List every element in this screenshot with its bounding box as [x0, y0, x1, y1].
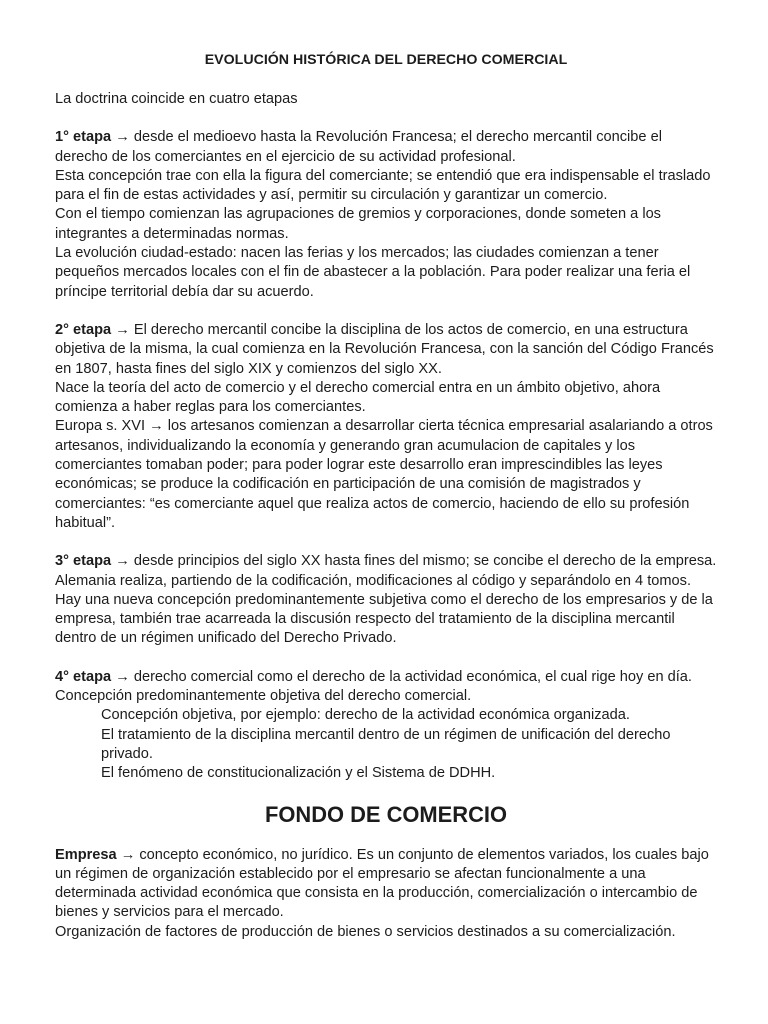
empresa-paragraph	[55, 846, 717, 923]
stage-2-lead-text: → El derecho mercantil concibe la disciplina de los actos de comercio, en una estructura objetiva de la misma, la cual comienza en la Revolución Francesa, con la sanción del Código Francés en 1807, hasta fines del siglo XIX y comienzos del siglo XX.	[55, 321, 714, 377]
stage-2-paragraph: Nace la teoría del acto de comercio y el derecho comercial entra en un ámbito objetivo, ahora comienza a haber reglas para los comerciantes.	[55, 379, 661, 416]
stage-4-lead-text: → derecho comercial como el derecho de la actividad económica, el cual rige hoy en día. Concepción predominantemente objetiva del derecho comercial.	[55, 668, 692, 705]
stage-4	[55, 668, 717, 784]
stage-1-paragraph: Con el tiempo comienzan las agrupaciones de gremios y corporaciones, donde someten a los integrantes a determinadas normas.	[55, 206, 661, 242]
stage-3-label: 3° etapa	[55, 553, 112, 570]
stage-1-label: 1° etapa	[55, 129, 112, 146]
stage-3-lead-text: → desde principios del siglo XX hasta fines del mismo; se concibe el derecho de la empresa. Alemania realiza, partiendo de la codificación, modificaciones al código y separándolo en 4 tomos.	[55, 553, 717, 589]
stage-3-lead	[55, 552, 717, 591]
document-page	[55, 48, 717, 942]
stage-2-label: 2° etapa	[55, 321, 112, 338]
stage-4-label: 4° etapa	[55, 668, 112, 685]
document-title: EVOLUCIÓN HISTÓRICA DEL DERECHO COMERCIAL	[204, 52, 568, 68]
intro-text: La doctrina coincide en cuatro etapas	[55, 91, 298, 107]
stage-1-lead-text: → desde el medioevo hasta la Revolución Francesa; el derecho mercantil concibe el derecho de los comerciantes en el ejercicio de su actividad profesional.	[55, 129, 662, 165]
stage-1-lead	[55, 128, 717, 167]
section-title-fondo-de-comercio: FONDO DE COMERCIO	[264, 801, 507, 827]
stage-2-paragraph: Europa s. XVI → los artesanos comienzan a desarrollar cierta técnica empresarial asalariando a otros artesanos, individualizando la economía y generando gran acumulacion de capitales y los comerciantes tomaban poder; para poder lograr este desarrollo eran imprescindibles las leyes económicas; se produce la codificación en participación de una comisión de magistrados y comerciantes: “es comerciante aquel que realiza actos de comercio, haciendo de ello su profesión habitual”.	[55, 418, 713, 531]
stage-1-paragraph: Esta concepción trae con ella la figura del comerciante; se entendió que era indispensable el traslado para el fin de estas actividades y así, permitir su circulación y garantizar un comercio.	[55, 167, 711, 204]
stage-1	[55, 128, 717, 302]
stage-3-paragraph: Hay una nueva concepción predominantemente subjetiva como el derecho de los empresarios y de la empresa, también trae acarreada la discusión respecto del tratamiento de la disciplina mercantil dentro de un régimen unificado del Derecho Privado.	[55, 591, 713, 647]
empresa-text: → concepto económico, no jurídico. Es un conjunto de elementos variados, los cuales bajo un régimen de organización establecido por el empresario se afectan funcionalmente a una determinada actividad económica que consista en la producción, comercialización o intercambio de bienes y servicios para el mercado.	[55, 846, 709, 921]
stage-1-paragraph: La evolución ciudad-estado: nacen las ferias y los mercados; las ciudades comienzan a tener pequeños mercados locales con el fin de abastecer a la población. Para poder realizar una feria el príncipe territorial debía dar su acuerdo.	[55, 245, 691, 300]
stage-2	[55, 321, 717, 533]
stage-4-indented-item: El tratamiento de la disciplina mercantil dentro de un régimen de unificación del derecho privado.	[101, 726, 671, 762]
organizacion-paragraph: Organización de factores de producción de bienes o servicios destinados a su comercialización.	[55, 923, 676, 940]
stage-3	[55, 552, 717, 648]
empresa-label: Empresa	[55, 846, 117, 863]
stage-4-indented-item: El fenómeno de constitucionalización y el Sistema de DDHH.	[101, 765, 496, 782]
stage-4-lead	[55, 668, 717, 707]
stage-4-indented-item: Concepción objetiva, por ejemplo: derecho de la actividad económica organizada.	[101, 707, 630, 724]
empresa-definition	[55, 846, 717, 942]
stage-2-lead	[55, 321, 717, 379]
